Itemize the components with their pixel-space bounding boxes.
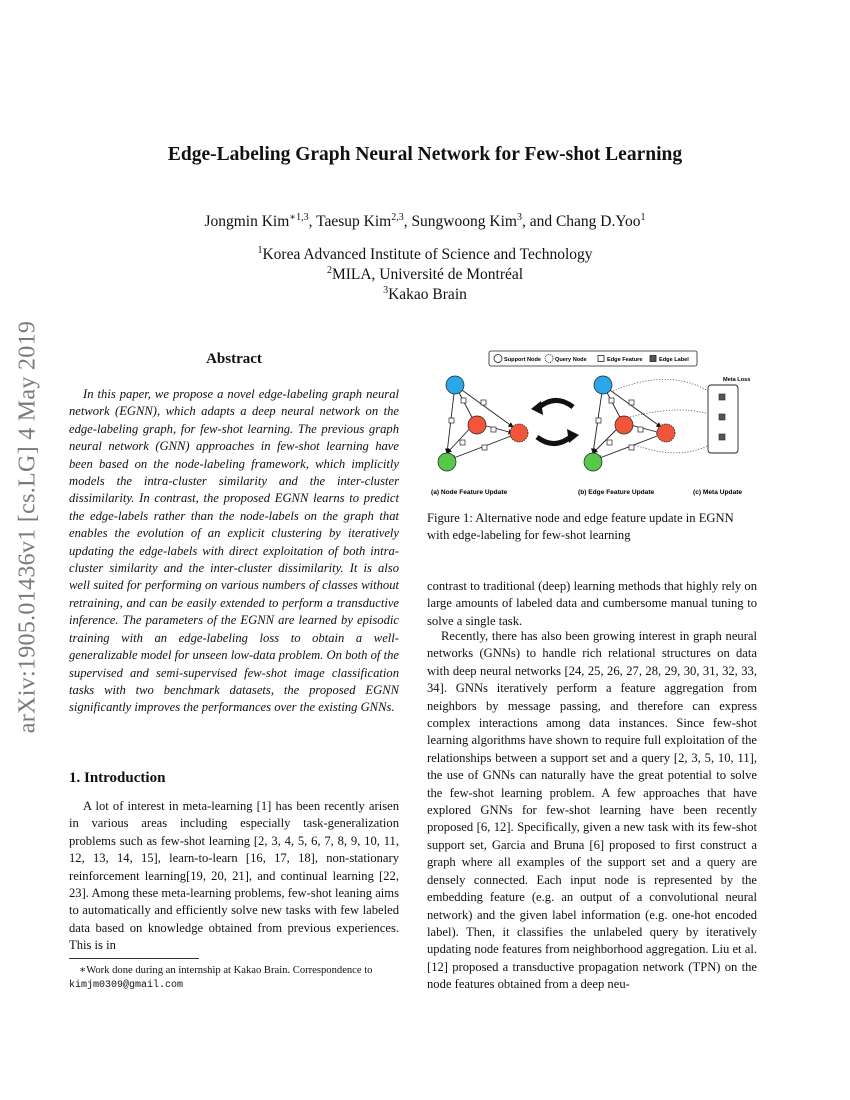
footnote-rule: [69, 958, 199, 959]
author: Chang D.Yoo: [555, 213, 641, 230]
author-sup: ∗1,3: [289, 211, 309, 223]
query-node-legend-icon: [545, 355, 553, 363]
arxiv-stamp-text: arXiv:1905.01436v1 [cs.LG] 4 May 2019: [14, 320, 41, 734]
affiliation-text: Kakao Brain: [388, 286, 467, 303]
legend-edge-feature: Edge Feature: [607, 357, 643, 363]
abstract-text: In this paper, we propose a novel edge-labeling graph neural network (EGNN), which adapts a deep neural network on the edge-labeling graph, for few-shot learning. The previous graph neural network (GNN) approaches in few-shot learning have been based on the node-labeling framework, which implicitly models the intra-cluster similarity and the inter-cluster dissimilarity. In contrast, the proposed EGNN learns to predict the edge-labels rather than the node-labels on the graph that enables the evolution of an explicit clustering by iteratively updating the edge-labels with direct exploitation of both intra-cluster similarity and the inter-cluster dissimilarity. It is also well suited for performing on various numbers of classes without retraining, and can be easily extended to perform a transductive inference. The parameters of the EGNN are learned by episodic training with an edge-labeling loss to obtain a well-generalizable model for unseen low-data problem. On both of the supervised and semi-supervised few-shot image classification tasks with two benchmark datasets, the proposed EGNN significantly improves the performances over the existing GNNs.: [69, 387, 399, 715]
arrow-head-right: [567, 429, 579, 443]
affiliation-text: Korea Advanced Institute of Science and Technology: [262, 246, 593, 263]
author: Jongmin Kim: [204, 213, 290, 230]
support-node-red: [468, 416, 486, 434]
support-node-green: [584, 453, 602, 471]
author-sup: 1: [640, 211, 646, 223]
edge-label-legend-icon: [650, 356, 656, 362]
support-node-red: [615, 416, 633, 434]
footnote-email: kimjm0309@gmail.com: [69, 980, 184, 991]
subcaption-c: (c) Meta Update: [693, 489, 743, 496]
support-node-blue: [446, 376, 464, 394]
footnote: [69, 964, 409, 993]
footnote-text: ∗Work done during an internship at Kakao Brain. Correspondence to: [79, 965, 373, 976]
meta-loss-label: Meta Loss: [723, 377, 751, 383]
section-heading: 1. Introduction: [69, 770, 166, 786]
body-paragraph: Recently, there has also been growing interest in graph neural networks (GNNs) to handle rich relational structures on data with deep neural networks [24, 25, 26, 27, 28, 29, 30, 31, 32, 33, 34]. GNNs iteratively perform a feature aggregation from neighbors by message passing, and therefore can express complex interactions among data instances. Since few-shot learning algorithms have shown to require full exploitation of the relationships between a support set and a query [2, 3, 5, 10, 11], the use of GNNs can naturally have the great potential to solve the few-shot learning problem. A few approaches that have explored GNNs for few-shot learning have been recently proposed [6, 12]. Specifically, given a new task with its few-shot support set, Garcia and Bruna [6] proposed to first construct a graph where all examples of the support set and a query are densely connected. Each input node is represented by the embedding feature (e.g. an output of a convolutional neural network) and the given label information (e.g. one-hot encoded label). Then, it classifies the unlabeled query by iteratively updating node features from neighborhood aggregation. Liu et al. [12] proposed a transductive propagation network (TPN) on the node features obtained from a deep neu-: [427, 629, 757, 992]
abstract-heading: Abstract: [206, 351, 262, 367]
affiliation: [0, 246, 850, 264]
author-list: [0, 213, 850, 231]
affiliation: [0, 266, 850, 284]
query-node-red: [657, 424, 675, 442]
arrow-head-left: [531, 401, 543, 415]
author-sep: ,: [308, 213, 317, 230]
author: Sungwoong Kim: [411, 213, 517, 230]
affiliation-text: MILA, Université de Montréal: [331, 266, 524, 283]
arxiv-stamp: [8, 292, 48, 762]
figure-caption: Figure 1: Alternative node and edge feature update in EGNN with edge-labeling for few-shot learning: [427, 511, 734, 543]
subcaption-b: (b) Edge Feature Update: [578, 489, 655, 496]
subcaption-a: (a) Node Feature Update: [431, 489, 508, 496]
edge-feature-legend-icon: [598, 356, 604, 362]
affiliation-sup: 2: [326, 264, 332, 276]
affiliation-sup: 3: [383, 284, 389, 296]
author-sup: 2,3: [391, 211, 404, 223]
alternating-update-arrows: [537, 400, 573, 443]
legend-edge-label: Edge Label: [659, 357, 689, 363]
author-sep: ,: [403, 213, 412, 230]
support-node-blue: [594, 376, 612, 394]
author-sup: 3: [516, 211, 522, 223]
paper-title: Edge-Labeling Graph Neural Network for Few-shot Learning: [167, 144, 683, 165]
support-node-legend-icon: [494, 355, 502, 363]
query-node-red: [510, 424, 528, 442]
affiliation: [0, 286, 850, 304]
intro-paragraph: A lot of interest in meta-learning [1] has been recently arisen in various areas including especially task-generalization problems such as few-shot learning [2, 3, 4, 5, 6, 7, 8, 9, 10, 11, 12, 13, 14, 15], learn-to-learn [16, 17, 18], non-stationary reinforcement learning[19, 20, 21], and continual learning [22, 23]. Among these meta-learning problems, few-shot leaning aims to automatically and efficiently solve new tasks with few labeled data based on knowledge obtained from previous experiences. This is in: [69, 799, 399, 953]
affiliation-sup: 1: [257, 244, 263, 256]
figure-1: [425, 345, 765, 505]
legend-support-node: Support Node: [504, 357, 541, 363]
support-node-green: [438, 453, 456, 471]
body-paragraph: contrast to traditional (deep) learning methods that highly rely on large amounts of labeled data and cumbersome manual tuning to solve a single task.: [427, 579, 757, 628]
author: Taesup Kim: [316, 213, 392, 230]
author-sep: , and: [521, 213, 556, 230]
legend-query-node: Query Node: [555, 357, 587, 363]
